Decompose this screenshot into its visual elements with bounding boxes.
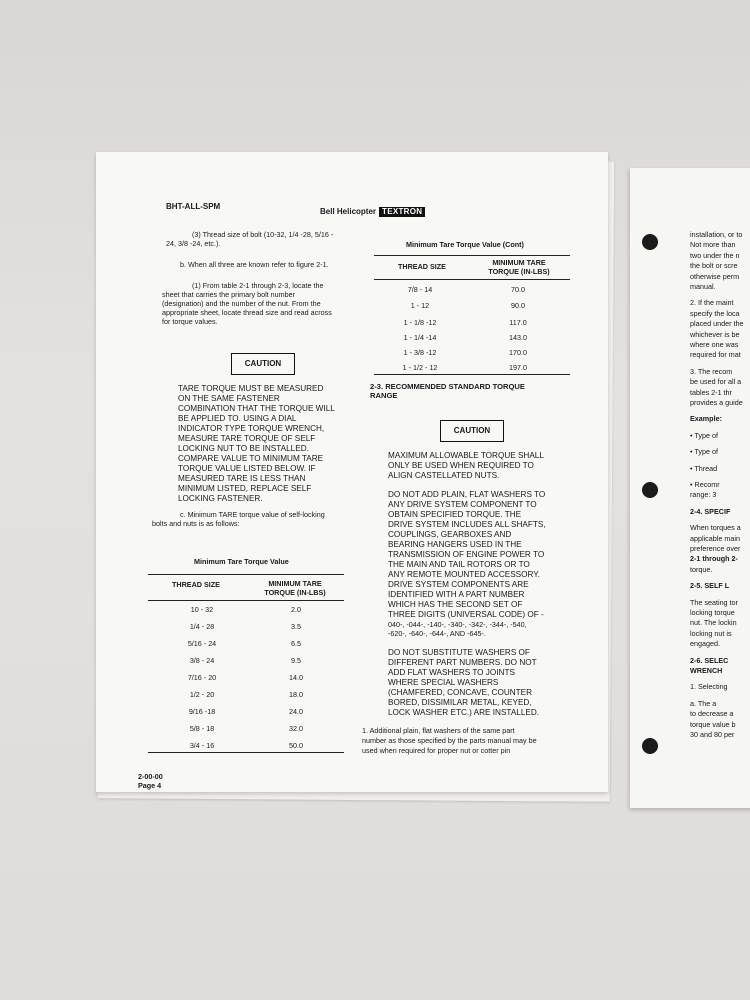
binder-hole xyxy=(642,234,658,250)
caution-line: -620-, -640-, -644-, AND -645-. xyxy=(388,629,486,638)
caution-line: OBTAIN SPECIFIED TORQUE. THE xyxy=(388,510,522,519)
adjacent-page-line: 30 and 80 per xyxy=(690,730,735,739)
left-table-title: Minimum Tare Torque Value xyxy=(194,557,289,566)
adjacent-page-line: • Recomr xyxy=(690,480,720,489)
para-3-line2: 24, 3/8 -24, etc.). xyxy=(166,239,221,248)
adjacent-page-line: When torques a xyxy=(690,523,741,533)
adjacent-page-line: Not more than xyxy=(690,240,736,250)
adjacent-page-line: otherwise perm xyxy=(690,271,740,281)
caution-line: DO NOT SUBSTITUTE WASHERS OF xyxy=(388,648,530,657)
adjacent-page-line: 2-6. SELEC xyxy=(690,655,729,665)
thread-size-cell: 7/8 - 14 xyxy=(407,285,433,294)
caution-line: DRIVE SYSTEM COMPONENTS ARE xyxy=(388,580,529,589)
torque-cell: 50.0 xyxy=(289,741,303,750)
doc-id: BHT-ALL-SPM xyxy=(166,202,221,211)
right-col-thread-size: THREAD SIZE xyxy=(398,262,446,271)
thread-size-cell: 1 - 1/2 - 12 xyxy=(402,363,438,372)
thread-size-cell: 10 - 32 xyxy=(190,605,214,614)
right-col-torque-a: MINIMUM TARE xyxy=(492,258,546,267)
adjacent-page-line: a. The a xyxy=(690,698,717,708)
caution-line: 040-, -044-, -140-, -340-, -342-, -344-, -540, xyxy=(388,620,527,629)
right-col-torque-b: TORQUE (IN-LBS) xyxy=(488,267,550,276)
thread-size-cell: 1 - 12 xyxy=(410,301,430,310)
adjacent-page-line: provides a guide xyxy=(690,398,743,407)
para-1-right-line2: number as those specified by the parts manual may be xyxy=(362,736,537,745)
para-1-line3: (designation) and the number of the nut. From the xyxy=(162,299,321,308)
adjacent-page-line: torque value b xyxy=(690,719,736,729)
left-table-rule-bottom xyxy=(148,752,344,753)
right-table-rule-bottom xyxy=(374,374,570,375)
adjacent-page-line: torque. xyxy=(690,564,713,574)
manual-page xyxy=(96,152,608,792)
torque-cell: 70.0 xyxy=(511,285,525,294)
caution-line: COUPLINGS, GEARBOXES AND xyxy=(388,530,512,539)
left-table-rule-top xyxy=(148,574,344,575)
adjacent-page-line: 2-1 through 2- xyxy=(690,554,738,564)
para-1-line5: for torque values. xyxy=(162,317,218,326)
footer-code: 2-00-00 xyxy=(138,772,163,781)
caution-line: ON THE SAME FASTENER xyxy=(178,394,280,403)
thread-size-cell: 1/2 - 20 xyxy=(189,690,215,699)
torque-cell: 90.0 xyxy=(511,301,525,310)
adjacent-page-line: • Type of xyxy=(690,447,718,457)
left-table-rule-mid xyxy=(148,600,344,601)
para-3-line1: (3) Thread size of bolt (10-32, 1/4 -28, 5/16 - xyxy=(192,230,334,239)
textron-logo: TEXTRON xyxy=(379,207,425,217)
torque-cell: 197.0 xyxy=(509,363,527,372)
adjacent-page-line: where one was xyxy=(690,340,739,349)
caution-line: MAXIMUM ALLOWABLE TORQUE SHALL xyxy=(388,451,544,460)
caution-line: BE APPLIED TO. USING A DIAL xyxy=(178,414,297,423)
para-b: b. When all three are known refer to figure 2-1. xyxy=(180,260,329,269)
right-table-rule-top xyxy=(374,255,570,256)
torque-cell: 143.0 xyxy=(509,333,527,342)
thread-size-cell: 5/8 - 18 xyxy=(189,724,215,733)
adjacent-page-line: be used for all a xyxy=(690,377,742,387)
thread-size-cell: 5/16 - 24 xyxy=(187,639,217,648)
caution-line: IDENTIFIED WITH A PART NUMBER xyxy=(388,590,525,599)
caution-line: BORED, DISSIMILAR METAL, KEYED, xyxy=(388,698,532,707)
section-2-3-heading-cont: RANGE xyxy=(370,391,398,400)
caution-line: INDICATOR TYPE TORQUE WRENCH, xyxy=(178,424,325,433)
caution-line: TRANSMISSION OF ENGINE POWER TO xyxy=(388,550,545,559)
left-col-torque-a: MINIMUM TARE xyxy=(268,579,322,588)
adjacent-page xyxy=(630,168,750,808)
left-col-thread-size: THREAD SIZE xyxy=(172,580,220,589)
caution-line: LOCK WASHER ETC.) ARE INSTALLED. xyxy=(388,708,540,717)
adjacent-page-line: Example: xyxy=(690,414,722,424)
adjacent-page-line: two under the n xyxy=(690,250,740,260)
binder-hole xyxy=(642,482,658,498)
caution-line: WHICH HAS THE SECOND SET OF xyxy=(388,600,523,609)
caution-line: TORQUE VALUE LISTED BELOW. IF xyxy=(178,464,316,473)
company-name: Bell Helicopter xyxy=(320,207,377,216)
caution-line: LOCKING NUT TO BE INSTALLED. xyxy=(178,444,309,453)
caution-line: MEASURED TARE IS LESS THAN xyxy=(178,474,306,483)
thread-size-cell: 1/4 - 28 xyxy=(189,622,215,631)
thread-size-cell: 7/16 - 20 xyxy=(187,673,217,682)
caution-line: COMPARE VALUE TO MINIMUM TARE xyxy=(178,454,324,463)
para-1-line1: (1) From table 2-1 through 2-3, locate the xyxy=(192,281,324,290)
right-table-rule-mid xyxy=(374,279,570,280)
adjacent-page-line: locking nut is xyxy=(690,628,732,638)
section-2-3-heading: 2-3. RECOMMENDED STANDARD TORQUE xyxy=(370,382,525,391)
caution-line: MINIMUM LISTED, REPLACE SELF xyxy=(178,484,312,493)
torque-cell: 170.0 xyxy=(509,348,527,357)
thread-size-cell: 3/8 - 24 xyxy=(189,656,215,665)
para-1-right-line3: used when required for proper nut or cotter pin xyxy=(362,746,511,755)
adjacent-page-line: placed under the xyxy=(690,319,744,329)
para-c-line1: c. Minimum TARE torque value of self-locking xyxy=(180,510,325,519)
torque-cell: 3.5 xyxy=(291,622,301,631)
adjacent-page-line: 1. Selecting xyxy=(690,682,728,692)
caution-line: MEASURE TARE TORQUE OF SELF xyxy=(178,434,316,443)
adjacent-page-line: tables 2-1 thr xyxy=(690,387,732,397)
adjacent-page-line: 2. If the maint xyxy=(690,298,734,308)
adjacent-page-line: 2-5. SELF L xyxy=(690,581,730,591)
adjacent-page-line: The seating tor xyxy=(690,597,738,607)
adjacent-page-line: • Type of xyxy=(690,430,718,440)
caution-line: COMBINATION THAT THE TORQUE WILL xyxy=(178,404,335,413)
footer-page: Page 4 xyxy=(138,781,162,790)
thread-size-cell: 9/16 -18 xyxy=(188,707,216,716)
adjacent-page-line: 3. The recom xyxy=(690,366,733,376)
para-1-line4: appropriate sheet, locate thread size and read across xyxy=(162,308,332,317)
para-1-line2: sheet that carries the primary bolt number xyxy=(162,290,296,299)
caution-line: BEARING HANGERS USED IN THE xyxy=(388,540,522,549)
caution-line: ONLY BE USED WHEN REQUIRED TO xyxy=(388,461,534,470)
thread-size-cell: 1 - 1/8 -12 xyxy=(403,318,437,327)
torque-cell: 6.5 xyxy=(291,639,301,648)
caution-line: ANY DRIVE SYSTEM COMPONENT TO xyxy=(388,500,537,509)
adjacent-page-line: to decrease a xyxy=(690,709,734,719)
para-c-line2: bolts and nuts is as follows: xyxy=(152,519,240,528)
binder-hole xyxy=(642,738,658,754)
caution-line: ALIGN CASTELLATED NUTS. xyxy=(388,471,500,480)
torque-cell: 14.0 xyxy=(289,673,303,682)
caution-line: TARE TORQUE MUST BE MEASURED xyxy=(178,384,324,393)
adjacent-page-line: whichever is be xyxy=(690,329,740,339)
adjacent-page-line: installation, or to xyxy=(690,230,743,239)
caution-line: DO NOT ADD PLAIN, FLAT WASHERS TO xyxy=(388,490,546,499)
adjacent-page-line: 2-4. SPECIF xyxy=(690,506,731,516)
adjacent-page-line: nut. The lockin xyxy=(690,618,737,628)
para-1-right-line1: 1. Additional plain, flat washers of the same part xyxy=(362,726,515,735)
torque-cell: 32.0 xyxy=(289,724,303,733)
caution-line: DRIVE SYSTEM INCLUDES ALL SHAFTS, xyxy=(388,520,546,529)
caution-line: THE MAIN AND TAIL ROTORS OR TO xyxy=(388,560,530,569)
right-table-title: Minimum Tare Torque Value (Cont) xyxy=(406,240,524,249)
caution-line: LOCKING FASTENER. xyxy=(178,494,263,503)
caution-line: ANY REMOTE MOUNTED ACCESSORY. xyxy=(388,570,540,579)
adjacent-page-line: WRENCH xyxy=(690,666,723,675)
adjacent-page-line: manual. xyxy=(690,282,716,291)
thread-size-cell: 3/4 - 16 xyxy=(189,741,215,750)
torque-cell: 24.0 xyxy=(289,707,303,716)
adjacent-page-line: preference over xyxy=(690,544,741,553)
left-col-torque-b: TORQUE (IN-LBS) xyxy=(264,588,326,597)
adjacent-page-line: locking torque xyxy=(690,608,735,617)
adjacent-page-line: the bolt or scre xyxy=(690,261,738,271)
adjacent-page-line: • Thread xyxy=(690,463,718,473)
thread-size-cell: 1 - 1/4 -14 xyxy=(403,333,437,342)
adjacent-page-line: engaged. xyxy=(690,639,720,649)
adjacent-page-line: required for mat xyxy=(690,350,741,360)
caution-line: DIFFERENT PART NUMBERS. DO NOT xyxy=(388,658,537,667)
adjacent-page-line: applicable main xyxy=(690,533,740,543)
torque-cell: 18.0 xyxy=(289,690,303,699)
torque-cell: 117.0 xyxy=(509,318,527,327)
caution-line: THREE DIGITS (UNIVERSAL CODE) OF - xyxy=(388,610,544,619)
caution-line: WHERE SPECIAL WASHERS xyxy=(388,678,499,687)
caution-line: (CHAMFERED, CONCAVE, COUNTER xyxy=(388,688,533,697)
company-header xyxy=(320,207,425,217)
adjacent-page-line: specify the loca xyxy=(690,308,740,318)
caution-box-right: CAUTION xyxy=(440,420,504,442)
torque-cell: 2.0 xyxy=(291,605,301,614)
caution-box-left: CAUTION xyxy=(231,353,295,375)
torque-cell: 9.5 xyxy=(291,656,301,665)
thread-size-cell: 1 - 3/8 -12 xyxy=(403,348,437,357)
caution-line: ADD FLAT WASHERS TO JOINTS xyxy=(388,668,515,677)
adjacent-page-line: range: 3 xyxy=(690,490,717,500)
